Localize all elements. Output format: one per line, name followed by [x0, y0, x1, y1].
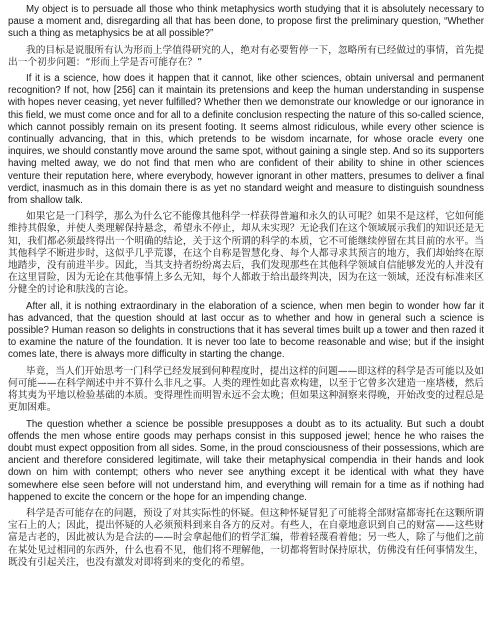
paragraph-english-1: My object is to persuade all those who think metaphysics worth studying that it is absolutely necessary to pause a moment and, disregarding all that has been done, to propose first the preliminary question, “Whether such a thing as metaphysics be at all possible?” — [8, 4, 484, 40]
paragraph-english-4: The question whether a science be possible presupposes a doubt as to its actuality. But such a doubt offends the men whose entire goods may perhaps consist in this supposed jewel; hence he who raises the doubt must expect opposition from all sides. Some, in the proud consciousness of their possessions, which are ancient and therefore considered legitimate, will take their metaphysical compendia in their hands and look down on him with contempt; others who never see anything except it be identical with what they have somewhere else seen before will not understand him, and everything will remain for a time as if nothing had happened to excite the concern or the hope for an impending change. — [8, 418, 484, 503]
paragraph-chinese-3: 毕竟，当人们开始思考一门科学已经发展到何种程度时，提出这样的问题——即这样的科学是否可能以及如何可能——在科学阐述中并不算什么非凡之事。人类的理性如此喜欢构建，以至于它曾多次建造一座塔楼，然后将其夷为平地以检验基础的本质。变得理性而明智永远不会太晚；但如果这种洞察来得晚，开始改变的过程总是更加困难。 — [8, 365, 484, 414]
paragraph-chinese-4: 科学是否可能存在的问题，预设了对其实际性的怀疑。但这种怀疑冒犯了可能将全部财富都寄托在这颗所谓宝石上的人；因此，提出怀疑的人必须预料到来自各方的反对。有些人，在自豪地意识到自己的财富——这些财富是古老的，因此被认为是合法的——时会拿起他们的哲学汇编，带着轻蔑看着他；另一些人，除了与他们之前在某处见过相同的东西外，什么也看不见，他们将不理解他，一切都将暂时保持原状，仿佛没有任何事情发生，既没有引起关注，也没有激发对即将到来的变化的希望。 — [8, 507, 484, 568]
paragraph-english-3: After all, it is nothing extraordinary in the elaboration of a science, when men begin to wonder how far it has advanced, that the question should at last occur as to whether and how in general such a science is possible? Human reason so delights in constructions that it has several times built up a tower and then razed it to examine the nature of the foundation. It is never too late to become reasonable and wise; but if the insight comes late, there is always more difficulty in starting the change. — [8, 300, 484, 361]
paragraph-chinese-1: 我的目标是说服所有认为形而上学值得研究的人，绝对有必要暂停一下，忽略所有已经做过的事情，首先提出一个初步问题：“形而上学是否可能存在？” — [8, 44, 484, 68]
paragraph-chinese-2: 如果它是一门科学，那么为什么它不能像其他科学一样获得普遍和永久的认可呢？如果不是这样，它如何能维持其假象，并使人类理解保持悬念，希望永不停止，却从未实现？无论我们在这个领域展示我们的知识还是无知，我们都必须最终得出一个明确的结论，关于这个所谓的科学的本质，它不可能继续停留在其目前的水平。当其他科学不断进步时，这似乎几乎荒谬，在这个自称是智慧化身、每个人都寻求其预言的地方，我们却始终在原地踏步，没有前进半步。因此，当其支持者纷纷离去后，我们发现那些在其他科学领域自信能够发光的人并没有在这里冒险，因为无论在其他事情上多么无知，每个人都敢于给出最终判决，因为在这一领域，还没有标准来区分健全的讨论和肤浅的言论。 — [8, 211, 484, 296]
paragraph-english-2: If it is a science, how does it happen that it cannot, like other sciences, obtain universal and permanent recognition? If not, how [256] can it maintain its pretensions and keep the human understanding in suspense with hopes never ceasing, yet never fulfilled? Whether then we demonstrate our knowledge or our ignorance in this field, we must come once and for all to a definite conclusion respecting the nature of this so-called science, which cannot possibly remain on its present footing. It seems almost ridiculous, while every other science is continually advancing, that in this, which pretends to be wisdom incarnate, for whose oracle every one inquires, we should constantly move around the same spot, without gaining a single step. And so its supporters having melted away, we do not find that men who are confident of their ability to shine in other sciences venture their reputation here, where everybody, however ignorant in other matters, presumes to deliver a final verdict, inasmuch as in this domain there is as yet no standard weight and measure to distinguish soundness from shallow talk. — [8, 73, 484, 207]
